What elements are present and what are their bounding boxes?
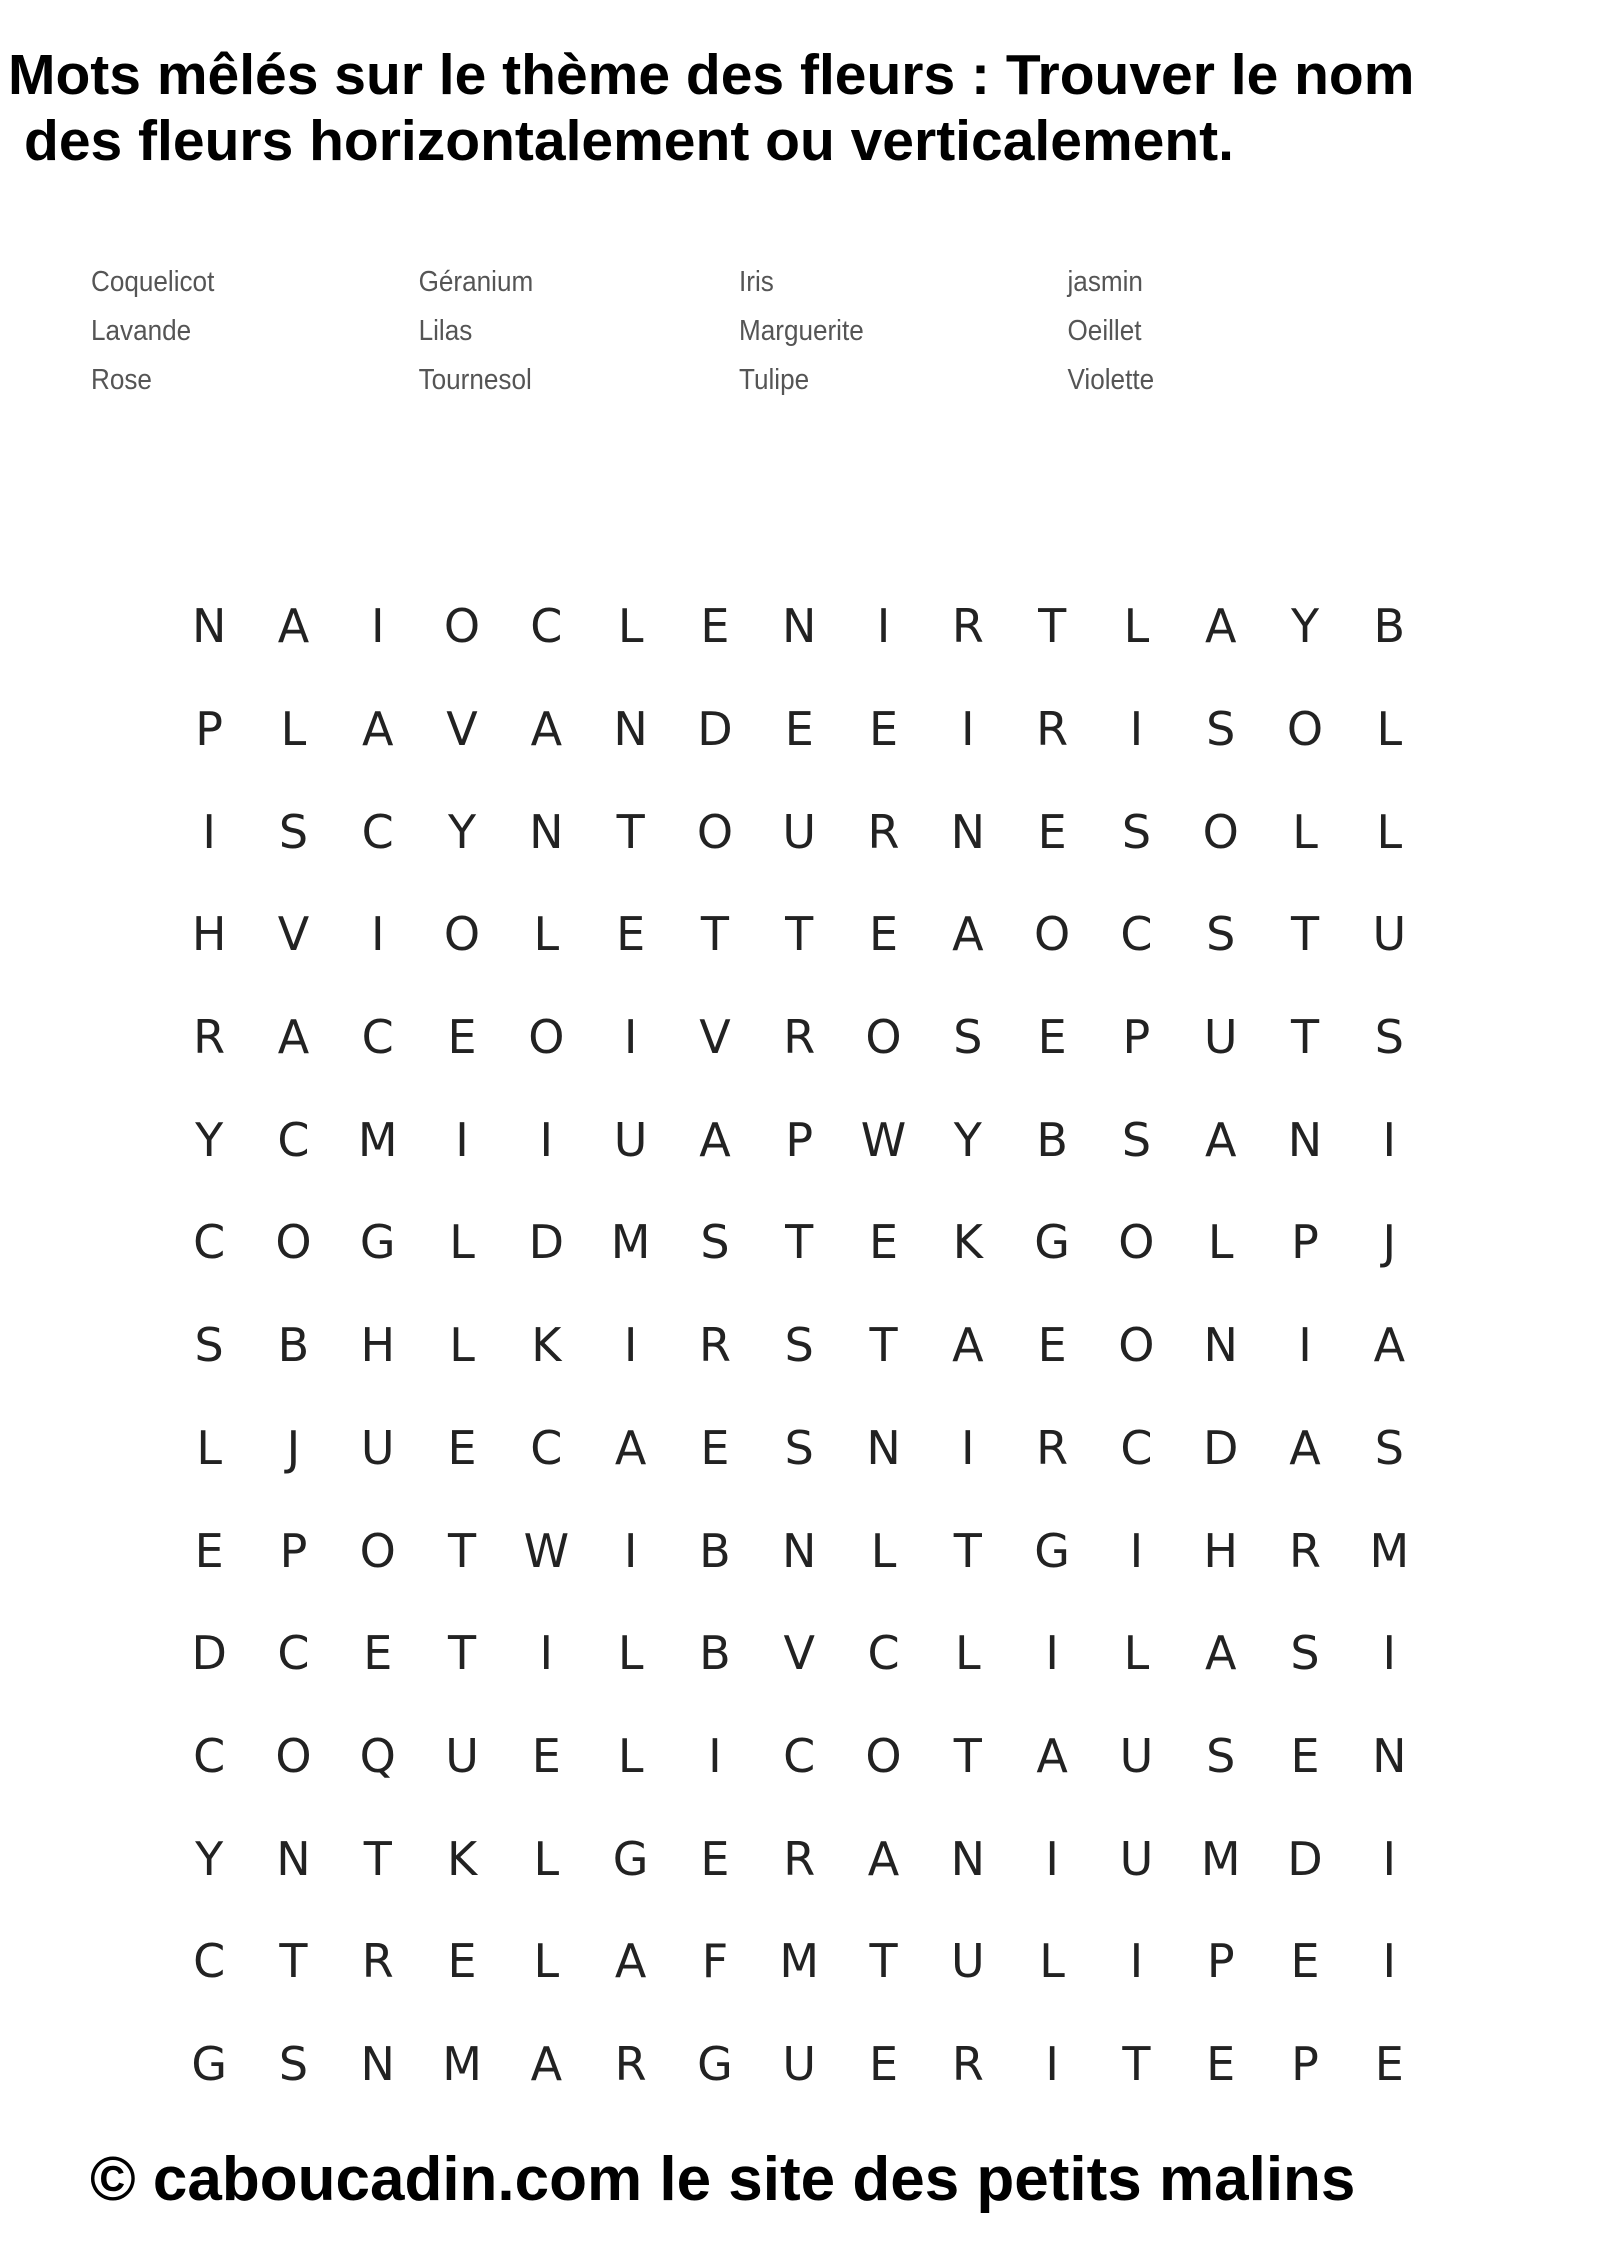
grid-row <box>167 883 1442 986</box>
grid-cell: E <box>531 1728 561 1783</box>
grid-cell: U <box>1372 907 1407 962</box>
grid-cell: A <box>952 907 984 962</box>
grid-cell: T <box>1038 599 1067 654</box>
grid-cell: P <box>195 702 224 757</box>
grid-cell: G <box>191 2036 227 2091</box>
grid-cell: N <box>613 702 648 757</box>
grid-cell: T <box>616 804 645 859</box>
grid-cell: O <box>1286 702 1324 757</box>
grid-cell: E <box>868 2036 899 2091</box>
grid-cell: N <box>1203 1318 1238 1373</box>
grid-cell: T <box>785 907 814 962</box>
word-list-item: Tulipe <box>739 364 810 396</box>
grid-cell: G <box>612 1831 649 1886</box>
grid-cell: T <box>447 1626 477 1681</box>
grid-cell: O <box>1118 1215 1155 1270</box>
grid-cell: V <box>277 907 310 962</box>
grid-cell: J <box>286 1420 301 1475</box>
grid-cell: R <box>783 1010 816 1065</box>
grid-cell: D <box>528 1215 565 1270</box>
grid-cell: O <box>275 1215 312 1270</box>
grid-cell: P <box>785 1112 814 1167</box>
grid-cell: V <box>783 1626 815 1681</box>
grid-cell: B <box>1036 1112 1068 1167</box>
grid-cell: T <box>1290 907 1320 962</box>
grid-cell: E <box>447 1010 477 1065</box>
grid-cell: I <box>961 702 975 757</box>
grid-cell: R <box>1289 1523 1321 1578</box>
grid-cell: P <box>1206 1934 1235 1989</box>
letter-grid <box>167 575 1442 2115</box>
grid-cell: L <box>533 1934 560 1989</box>
grid-cell: B <box>1373 599 1406 654</box>
grid-cell: M <box>1200 1831 1241 1886</box>
grid-cell: N <box>529 804 564 859</box>
grid-cell: U <box>1119 1728 1154 1783</box>
grid-cell: N <box>276 1831 311 1886</box>
grid-row <box>167 1397 1442 1500</box>
grid-cell: A <box>699 1112 731 1167</box>
grid-cell: T <box>1290 1010 1320 1065</box>
grid-cell: I <box>1129 1523 1144 1578</box>
word-list-item: Violette <box>1067 364 1155 396</box>
grid-cell: S <box>953 1010 983 1065</box>
grid-cell: Y <box>1290 599 1320 654</box>
grid-cell: O <box>865 1010 902 1065</box>
grid-cell: P <box>1122 1010 1151 1065</box>
grid-cell: W <box>860 1112 907 1167</box>
grid-cell: L <box>280 702 307 757</box>
grid-cell: N <box>360 2036 395 2091</box>
grid-cell: C <box>193 1934 226 1989</box>
title-line-1: Mots mêlés sur le thème des fleurs : Trouver le nom <box>8 43 1415 107</box>
grid-row <box>167 575 1442 678</box>
word-list-item: Lilas <box>418 315 473 347</box>
grid-cell: A <box>1289 1420 1321 1475</box>
grid-cell: R <box>951 2036 984 2091</box>
grid-cell: E <box>1037 1010 1067 1065</box>
grid-cell: E <box>1037 1318 1067 1373</box>
grid-cell: K <box>952 1215 983 1270</box>
grid-cell: R <box>614 2036 647 2091</box>
grid-cell: C <box>530 1420 563 1475</box>
word-list-item: Rose <box>91 364 152 396</box>
grid-cell: U <box>1119 1831 1154 1886</box>
grid-cell: R <box>1036 1420 1069 1475</box>
grid-cell: D <box>1203 1420 1239 1475</box>
grid-cell: R <box>1036 702 1069 757</box>
grid-cell: M <box>779 1934 820 1989</box>
grid-cell: L <box>196 1420 222 1475</box>
grid-cell: E <box>363 1626 393 1681</box>
grid-cell: P <box>1291 1215 1319 1270</box>
grid-cell: S <box>1206 1728 1236 1783</box>
grid-cell: C <box>530 599 563 654</box>
grid-cell: C <box>867 1626 900 1681</box>
grid-cell: U <box>360 1420 395 1475</box>
grid-cell: O <box>1034 907 1071 962</box>
grid-cell: I <box>1382 1112 1397 1167</box>
grid-cell: N <box>950 804 986 859</box>
grid-cell: Y <box>447 804 477 859</box>
grid-cell: L <box>449 1215 475 1270</box>
word-list-item: jasmin <box>1067 266 1143 298</box>
grid-cell: E <box>1290 1934 1320 1989</box>
grid-cell: S <box>278 804 309 859</box>
grid-cell: I <box>1045 1626 1059 1681</box>
grid-cell: I <box>1382 1626 1397 1681</box>
grid-cell: A <box>1373 1318 1406 1373</box>
grid-cell: E <box>868 907 899 962</box>
footer-credit: © caboucadin.com le site des petits malins <box>90 2145 1356 2214</box>
grid-cell: O <box>1118 1318 1155 1373</box>
word-list-item: Coquelicot <box>91 266 215 298</box>
grid-cell: I <box>1045 1831 1059 1886</box>
grid-cell: M <box>357 1112 398 1167</box>
grid-cell: A <box>362 702 394 757</box>
grid-cell: S <box>1121 1112 1152 1167</box>
grid-cell: I <box>623 1318 638 1373</box>
title-line-2: des fleurs horizontalement ou verticalement. <box>24 109 1234 173</box>
grid-cell: N <box>1287 1112 1323 1167</box>
grid-cell: G <box>1034 1215 1070 1270</box>
grid-cell: M <box>1369 1523 1410 1578</box>
grid-cell: U <box>445 1728 479 1783</box>
grid-cell: T <box>953 1728 982 1783</box>
grid-cell: O <box>528 1010 565 1065</box>
grid-cell: W <box>523 1523 570 1578</box>
grid-cell: G <box>359 1215 396 1270</box>
grid-cell: T <box>279 1934 308 1989</box>
grid-cell: O <box>443 907 481 962</box>
grid-cell: L <box>1376 804 1403 859</box>
grid-cell: Y <box>195 1831 224 1886</box>
grid-cell: E <box>1037 804 1067 859</box>
grid-cell: L <box>533 1831 560 1886</box>
grid-row <box>167 780 1442 883</box>
grid-cell: A <box>1204 1626 1237 1681</box>
grid-cell: N <box>1372 1728 1407 1783</box>
word-list-item: Marguerite <box>739 315 864 347</box>
grid-cell: P <box>1291 2036 1319 2091</box>
grid-cell: G <box>697 2036 733 2091</box>
word-list-item: Lavande <box>91 315 192 347</box>
grid-cell: A <box>530 2036 563 2091</box>
grid-cell: I <box>623 1523 638 1578</box>
grid-cell: A <box>1204 1112 1237 1167</box>
grid-cell: S <box>1290 1626 1320 1681</box>
grid-cell: T <box>1122 2036 1151 2091</box>
grid-cell: E <box>1374 2036 1404 2091</box>
grid-cell: C <box>361 804 394 859</box>
grid-row <box>167 2013 1442 2116</box>
grid-cell: E <box>194 1523 224 1578</box>
word-list-item: Oeillet <box>1067 315 1142 347</box>
grid-cell: R <box>361 1934 394 1989</box>
grid-cell: T <box>700 907 729 962</box>
grid-cell: L <box>449 1318 475 1373</box>
grid-cell: L <box>533 907 560 962</box>
grid-cell: U <box>782 2036 817 2091</box>
grid-cell: E <box>700 1420 730 1475</box>
grid-cell: P <box>279 1523 308 1578</box>
grid-cell: I <box>455 1112 469 1167</box>
grid-cell: L <box>1123 599 1150 654</box>
grid-cell: E <box>868 702 899 757</box>
grid-cell: E <box>868 1215 899 1270</box>
grid-cell: C <box>1120 1420 1153 1475</box>
grid-cell: M <box>610 1215 651 1270</box>
grid-cell: L <box>617 1728 644 1783</box>
grid-cell: H <box>1203 1523 1238 1578</box>
grid-cell: R <box>193 1010 226 1065</box>
grid-cell: K <box>446 1831 478 1886</box>
grid-cell: S <box>1121 804 1152 859</box>
grid-cell: Q <box>359 1728 396 1783</box>
grid-cell: I <box>370 907 385 962</box>
grid-cell: I <box>1129 1934 1144 1989</box>
word-list-item: Géranium <box>418 266 534 298</box>
grid-cell: L <box>870 1523 897 1578</box>
grid-cell: O <box>443 599 481 654</box>
grid-cell: I <box>708 1728 722 1783</box>
grid-row <box>167 986 1442 1089</box>
grid-cell: O <box>275 1728 312 1783</box>
grid-cell: L <box>617 1626 644 1681</box>
grid-cell: T <box>869 1934 898 1989</box>
grid-cell: E <box>616 907 646 962</box>
grid-cell: E <box>700 1831 730 1886</box>
grid-cell: A <box>1204 599 1237 654</box>
grid-cell: S <box>194 1318 224 1373</box>
grid-cell: N <box>950 1831 986 1886</box>
grid-cell: F <box>701 1934 729 1989</box>
grid-cell: R <box>783 1831 816 1886</box>
grid-row <box>167 678 1442 781</box>
grid-cell: C <box>193 1215 226 1270</box>
grid-cell: O <box>865 1728 902 1783</box>
grid-cell: I <box>1382 1831 1397 1886</box>
grid-cell: L <box>1207 1215 1234 1270</box>
grid-cell: E <box>784 702 814 757</box>
grid-cell: D <box>697 702 733 757</box>
grid-cell: B <box>699 1523 731 1578</box>
grid-cell: C <box>1120 907 1153 962</box>
grid-cell: A <box>867 1831 900 1886</box>
grid-cell: T <box>363 1831 392 1886</box>
grid-cell: I <box>1045 2036 1059 2091</box>
grid-cell: C <box>277 1626 310 1681</box>
grid-cell: O <box>1202 804 1239 859</box>
grid-cell: A <box>614 1934 647 1989</box>
grid-cell: S <box>1374 1420 1404 1475</box>
grid-cell: E <box>447 1420 477 1475</box>
grid-cell: U <box>613 1112 648 1167</box>
grid-cell: N <box>782 599 817 654</box>
grid-cell: T <box>447 1523 477 1578</box>
grid-cell: C <box>783 1728 816 1783</box>
grid-cell: S <box>1374 1010 1404 1065</box>
grid-cell: L <box>1376 702 1403 757</box>
grid-cell: B <box>699 1626 731 1681</box>
grid-cell: I <box>539 1626 554 1681</box>
grid-cell: N <box>191 599 227 654</box>
grid-row <box>167 1705 1442 1808</box>
grid-cell: O <box>359 1523 396 1578</box>
grid-cell: S <box>784 1318 814 1373</box>
grid-cell: C <box>361 1010 394 1065</box>
grid-cell: S <box>784 1420 814 1475</box>
grid-cell: I <box>876 599 891 654</box>
word-list-item: Tournesol <box>418 364 532 396</box>
grid-cell: I <box>370 599 385 654</box>
grid-cell: R <box>867 804 900 859</box>
grid-row <box>167 1088 1442 1191</box>
grid-cell: L <box>1292 804 1318 859</box>
grid-cell: S <box>278 2036 309 2091</box>
grid-cell: C <box>193 1728 226 1783</box>
grid-cell: A <box>530 702 563 757</box>
grid-cell: I <box>961 1420 975 1475</box>
grid-cell: J <box>1382 1215 1397 1270</box>
grid-cell: T <box>785 1215 814 1270</box>
grid-cell: S <box>1206 702 1236 757</box>
grid-cell: Y <box>195 1112 224 1167</box>
grid-cell: E <box>1290 1728 1320 1783</box>
grid-cell: I <box>1129 702 1144 757</box>
grid-cell: L <box>1039 1934 1065 1989</box>
grid-row <box>167 1191 1442 1294</box>
grid-cell: I <box>1382 1934 1397 1989</box>
grid-cell: N <box>782 1523 817 1578</box>
grid-cell: A <box>277 599 310 654</box>
grid-cell: I <box>1298 1318 1312 1373</box>
grid-cell: D <box>1287 1831 1323 1886</box>
word-list-item: Iris <box>739 266 774 298</box>
grid-cell: D <box>191 1626 227 1681</box>
grid-cell: R <box>951 599 984 654</box>
grid-row <box>167 1807 1442 1910</box>
grid-row <box>167 1602 1442 1705</box>
grid-cell: V <box>446 702 478 757</box>
grid-row <box>167 1294 1442 1397</box>
grid-cell: E <box>447 1934 477 1989</box>
grid-cell: A <box>952 1318 984 1373</box>
grid-cell: R <box>698 1318 731 1373</box>
grid-cell: I <box>539 1112 554 1167</box>
grid-cell: U <box>782 804 817 859</box>
grid-cell: L <box>617 599 644 654</box>
page-title <box>8 42 1598 174</box>
grid-cell: H <box>360 1318 396 1373</box>
grid-cell: S <box>700 1215 730 1270</box>
grid-cell: C <box>277 1112 310 1167</box>
grid-cell: A <box>277 1010 310 1065</box>
grid-row <box>167 1499 1442 1602</box>
word-list <box>91 258 1171 408</box>
grid-cell: G <box>1034 1523 1070 1578</box>
grid-cell: S <box>1206 907 1236 962</box>
grid-cell: I <box>202 804 216 859</box>
grid-cell: O <box>696 804 734 859</box>
grid-cell: K <box>531 1318 562 1373</box>
grid-row <box>167 1910 1442 2013</box>
grid-cell: U <box>1203 1010 1238 1065</box>
grid-cell: V <box>699 1010 731 1065</box>
grid-cell: B <box>277 1318 310 1373</box>
grid-cell: U <box>950 1934 985 1989</box>
grid-cell: Y <box>953 1112 982 1167</box>
grid-cell: A <box>614 1420 647 1475</box>
grid-cell: E <box>700 599 730 654</box>
grid-cell: L <box>1123 1626 1150 1681</box>
grid-cell: T <box>869 1318 898 1373</box>
grid-cell: T <box>953 1523 982 1578</box>
grid-cell: N <box>866 1420 901 1475</box>
grid-cell: I <box>623 1010 638 1065</box>
grid-cell: H <box>191 907 227 962</box>
grid-cell: A <box>1036 1728 1068 1783</box>
grid-cell: M <box>442 2036 482 2091</box>
grid-cell: L <box>955 1626 981 1681</box>
grid-cell: E <box>1206 2036 1236 2091</box>
